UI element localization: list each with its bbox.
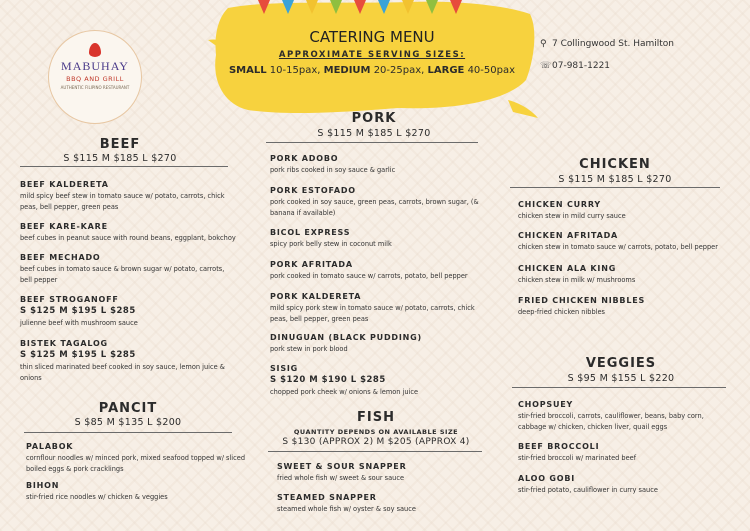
menu-item: PORK ADOBO pork ribs cooked in soy sauce & garlic <box>270 154 396 174</box>
location-pin-icon: ⚲ <box>540 39 547 49</box>
address: ⚲ 7 Collingwood St. Hamilton <box>540 39 674 49</box>
divider <box>510 187 720 188</box>
phone-icon: ☏ <box>540 61 552 71</box>
fish-title: FISH <box>357 410 395 425</box>
menu-item: DINUGUAN (BLACK PUDDING) pork stew in pork blood <box>270 333 422 353</box>
menu-item: STEAMED SNAPPER steamed whole fish w/ oyster & soy sauce <box>277 493 416 513</box>
menu-item: BEEF MECHADO beef cubes in tomato sauce & brown sugar w/ potato, carrots, bell pepper <box>20 253 225 284</box>
menu-item: CHICKEN CURRY chicken stew in mild curry sauce <box>518 200 626 220</box>
veggies-price: S $95 M $155 L $220 <box>567 373 675 384</box>
chicken-title: CHICKEN <box>579 157 651 172</box>
menu-item: BISTEK TAGALOG S $125 M $195 L $285 thin sliced marinated beef cooked in soy sauce, lemon juice & onions <box>20 339 225 382</box>
menu-item: CHICKEN AFRITADA chicken stew in tomato sauce w/ carrots, potato, bell pepper <box>518 231 718 251</box>
serving-sizes-line: SMALL 10-15pax, MEDIUM 20-25pax, LARGE 40-50pax <box>228 65 516 76</box>
menu-item: BICOL EXPRESS spicy pork belly stew in coconut milk <box>270 228 392 248</box>
restaurant-logo <box>48 30 142 124</box>
logo-name: MABUHAY <box>61 59 129 73</box>
logo-subtitle: BBQ AND GRILL <box>66 75 124 83</box>
fish-note: QUANTITY DEPENDS ON AVAILABLE SIZE <box>293 428 459 436</box>
flame-icon <box>89 43 101 57</box>
fish-price: S $130 (APPROX 2) M $205 (APPROX 4) <box>282 437 470 447</box>
phone: ☏07-981-1221 <box>540 61 611 71</box>
menu-item: BEEF KALDERETA mild spicy beef stew in tomato sauce w/ potato, carrots, chick peas, bell pepper, green peas <box>20 180 225 211</box>
menu-item: PALABOK cornflour noodles w/ minced pork, mixed seafood topped w/ sliced boiled eggs & pork cracklings <box>26 442 246 473</box>
pork-price: S $115 M $185 L $270 <box>317 128 431 139</box>
menu-item: PORK KALDERETA mild spicy pork stew in tomato sauce w/ potato, carrots, chick peas, bell pepper, green peas <box>270 292 475 323</box>
menu-item: BEEF STROGANOFF S $125 M $195 L $285 julienne beef with mushroom sauce <box>20 295 138 327</box>
chicken-price: S $115 M $185 L $270 <box>558 174 672 185</box>
divider <box>268 451 482 452</box>
pork-title: PORK <box>351 111 397 126</box>
serving-sizes-heading: APPROXIMATE SERVING SIZES: <box>278 50 466 60</box>
divider <box>266 142 478 143</box>
menu-item: SWEET & SOUR SNAPPER fried whole fish w/ sweet & sour sauce <box>277 462 407 482</box>
menu-item: BIHON stir-fried rice noodles w/ chicken & veggies <box>26 481 168 501</box>
divider <box>512 387 726 388</box>
menu-item: PORK ESTOFADO pork cooked in soy sauce, green peas, carrots, brown sugar, (& banana if available) <box>270 186 479 217</box>
divider <box>24 432 232 433</box>
menu-title: CATERING MENU <box>309 28 435 46</box>
menu-item: FRIED CHICKEN NIBBLES deep-fried chicken nibbles <box>518 296 646 316</box>
menu-item: BEEF BROCCOLI stir-fried broccoli w/ marinated beef <box>518 442 637 462</box>
menu-item: ALOO GOBI stir-fried potato, cauliflower in curry sauce <box>518 474 658 494</box>
beef-title: BEEF <box>99 137 141 152</box>
veggies-title: VEGGIES <box>585 356 657 371</box>
menu-item: CHICKEN ALA KING chicken stew in milk w/ mushrooms <box>518 264 636 284</box>
logo-tagline: AUTHENTIC FILIPINO RESTAURANT <box>60 85 130 90</box>
divider <box>20 166 228 167</box>
pancit-price: S $85 M $135 L $200 <box>74 417 182 428</box>
menu-item: CHOPSUEY stir-fried broccoli, carrots, cauliflower, beans, baby corn, cabbage w/ chicken, chicken liver, quail eggs <box>518 400 704 431</box>
menu-item: PORK AFRITADA pork cooked in tomato sauce w/ carrots, potato, bell pepper <box>270 260 468 280</box>
pancit-title: PANCIT <box>98 401 158 416</box>
menu-item: SISIG S $120 M $190 L $285 chopped pork cheek w/ onions & lemon juice <box>270 364 419 396</box>
menu-item: BEEF KARE-KARE beef cubes in peanut sauce with round beans, eggplant, bokchoy <box>20 222 236 242</box>
beef-price: S $115 M $185 L $270 <box>63 153 177 164</box>
